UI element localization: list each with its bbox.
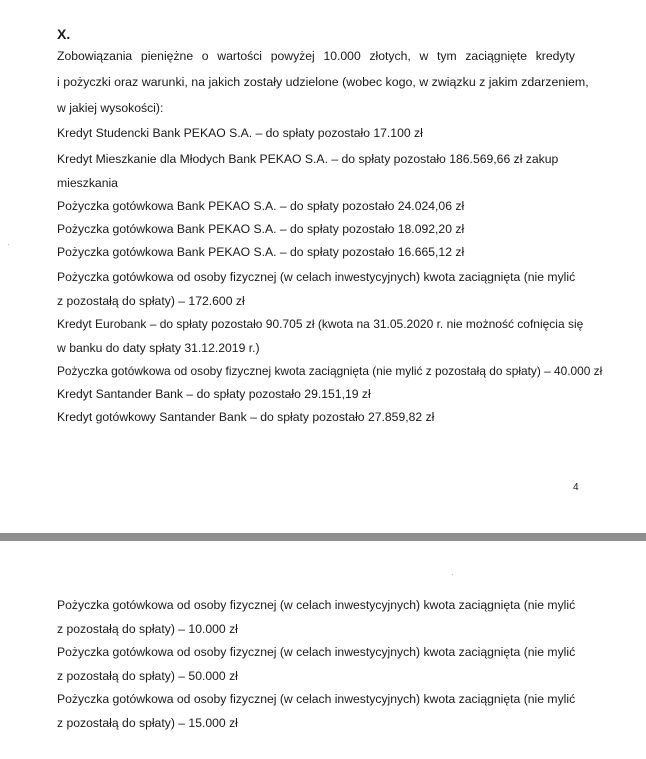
intro-line-1: Zobowiązania pieniężne o wartości powyżej 10.000 złotych, w tym zaciągnięte kredyty xyxy=(57,49,575,63)
intro-line-2: i pożyczki oraz warunki, na jakich zostały udzielone (wobec kogo, w związku z jakim zdarzeniem, xyxy=(57,75,589,89)
liability-item: Kredyt Studencki Bank PEKAO S.A. – do spłaty pozostało 17.100 zł xyxy=(57,126,423,140)
section-heading: X. xyxy=(57,26,71,42)
page-separator xyxy=(0,533,646,541)
liability-item: Kredyt Santander Bank – do spłaty pozostało 29.151,19 zł xyxy=(57,387,371,401)
liability-item-continuation: z pozostałą do spłaty) – 50.000 zł xyxy=(57,669,238,683)
intro-line-3: w jakiej wysokości): xyxy=(57,101,164,115)
liability-item: Pożyczka gotówkowa Bank PEKAO S.A. – do spłaty pozostało 18.092,20 zł xyxy=(57,222,465,236)
liability-item-continuation: z pozostałą do spłaty) – 172.600 zł xyxy=(57,294,245,308)
scan-speck xyxy=(8,244,9,245)
liability-item: Pożyczka gotówkowa od osoby fizycznej (w celach inwestycyjnych) kwota zaciągnięta (nie mylić xyxy=(57,598,576,612)
page-number: 4 xyxy=(573,482,579,493)
liability-item: Pożyczka gotówkowa od osoby fizycznej kwota zaciągnięta (nie mylić z pozostałą do spłaty) – 40.000 zł xyxy=(57,364,603,378)
liability-item-continuation: z pozostałą do spłaty) – 15.000 zł xyxy=(57,716,238,730)
liability-item: Pożyczka gotówkowa od osoby fizycznej (w celach inwestycyjnych) kwota zaciągnięta (nie mylić xyxy=(57,692,576,706)
liability-item-continuation: w banku do daty spłaty 31.12.2019 r.) xyxy=(57,341,260,355)
document-page-2 xyxy=(0,541,646,759)
liability-item: Pożyczka gotówkowa od osoby fizycznej (w celach inwestycyjnych) kwota zaciągnięta (nie mylić xyxy=(57,270,576,284)
scan-speck xyxy=(452,574,453,575)
liability-item-continuation: z pozostałą do spłaty) – 10.000 zł xyxy=(57,622,238,636)
liability-item: Pożyczka gotówkowa od osoby fizycznej (w celach inwestycyjnych) kwota zaciągnięta (nie mylić xyxy=(57,645,576,659)
liability-item: Pożyczka gotówkowa Bank PEKAO S.A. – do spłaty pozostało 24.024,06 zł xyxy=(57,199,465,213)
liability-item-continuation: mieszkania xyxy=(57,176,118,190)
liability-item: Kredyt gotówkowy Santander Bank – do spłaty pozostało 27.859,82 zł xyxy=(57,410,435,424)
liability-item: Kredyt Eurobank – do spłaty pozostało 90.705 zł (kwota na 31.05.2020 r. nie możność cofnięcia się xyxy=(57,317,584,331)
liability-item: Kredyt Mieszkanie dla Młodych Bank PEKAO S.A. – do spłaty pozostało 186.569,66 zł zakup xyxy=(57,152,559,166)
liability-item: Pożyczka gotówkowa Bank PEKAO S.A. – do spłaty pozostało 16.665,12 zł xyxy=(57,245,465,259)
